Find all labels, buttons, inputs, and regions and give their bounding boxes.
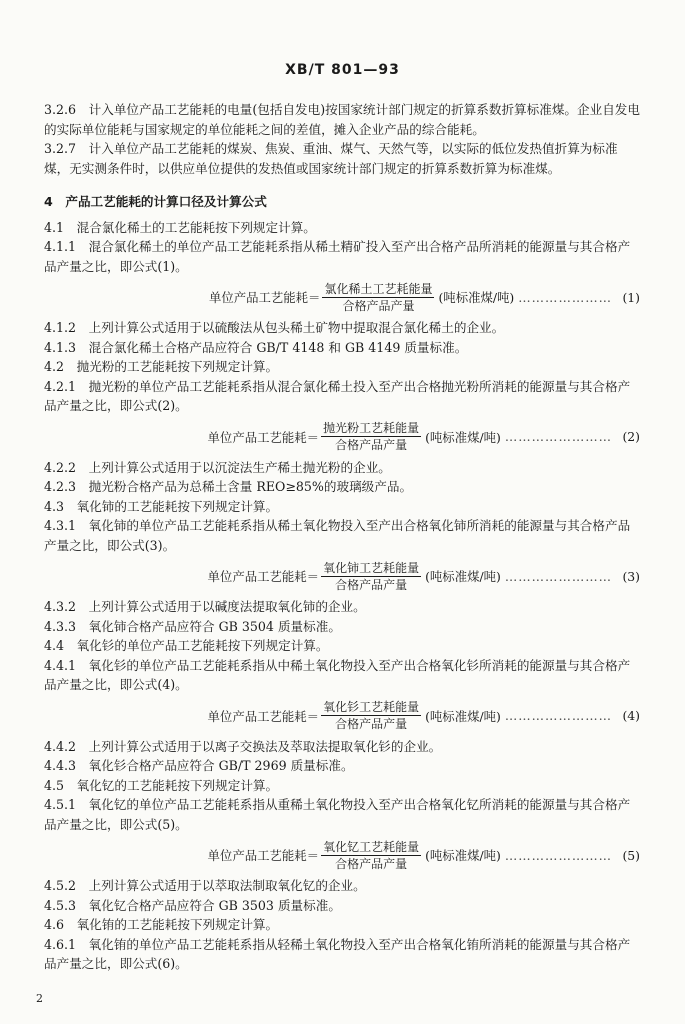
formula-2-unit: (吨标准煤/吨) [425,429,501,445]
formula-5-number: (5) [622,847,640,863]
clause-4-4-3: 4.4.3 氧化钐合格产品应符合 GB/T 2969 质量标准。 [44,758,354,773]
clause-4-1: 4.1 混合氯化稀土的工艺能耗按下列规定计算。 [44,219,316,235]
formula-2 [44,418,640,456]
formula-4-denominator: 合格产品产量 [335,717,408,731]
clause-4-3-1: 4.3.1 氧化铈的单位产品工艺能耗系指从稀土氧化物投入至产出合格氧化铈所消耗的能源量与其合格产品产量之比，即公式(3)。 [44,518,631,553]
page-number: 2 [36,992,43,1005]
formula-2-number: (2) [622,429,640,444]
formula-2-left: 单位产品工艺能耗＝ [207,429,320,445]
formula-2-denominator: 合格产品产量 [335,438,408,452]
section-4-heading: 4 产品工艺能耗的计算口径及计算公式 [44,194,267,209]
formula-4-number: (4) [622,708,640,723]
formula-1-fraction [322,282,434,313]
clause-3-2-7: 3.2.7 计入单位产品工艺能耗的煤炭、焦炭、重油、煤气、天然气等，以实际的低位发热值折算为标准煤，无实测条件时，以供应单位提供的发热值或国家统计部门规定的折算系数折算为标准煤。 [44,141,618,176]
formula-3 [44,557,640,595]
formula-5-fraction [321,840,421,871]
formula-5-numerator: 氧化钇工艺耗能量 [323,839,420,854]
formula-3-numerator: 氧化铈工艺耗能量 [323,560,420,575]
clause-4-2-1: 4.2.1 抛光粉的单位产品工艺能耗系指从混合氯化稀土投入至产出合格抛光粉所消耗的能源量与其合格产品产量之比，即公式(2)。 [44,378,631,413]
clause-4-5: 4.5 氧化钇的工艺能耗按下列规定计算。 [44,777,279,793]
formula-4 [44,697,640,735]
clause-3-2-6: 3.2.6 计入单位产品工艺能耗的电量(包括自发电)按国家统计部门规定的折算系数折算标准煤。企业自发电的实际单位能耗与国家规定的单位能耗之间的差值，摊入企业产品的综合能耗。 [44,102,640,137]
formula-4-left: 单位产品工艺能耗＝ [207,708,320,724]
formula-2-fraction [321,421,421,452]
clause-4-4: 4.4 氧化钐的单位产品工艺能耗按下列规定计算。 [44,638,329,653]
formula-5-leader: …………………… [504,847,612,863]
formula-2-leader: …………………… [504,429,612,444]
clause-4-5-3: 4.5.3 氧化钇合格产品应符合 GB 3503 质量标准。 [44,897,341,913]
clause-4-1-1: 4.1.1 混合氯化稀土的单位产品工艺能耗系指从稀土精矿投入至产出合格产品所消耗的能源量与其合格产品产量之比，即公式(1)。 [44,239,631,274]
formula-5 [44,836,640,874]
formula-3-fraction [321,561,421,592]
formula-1-number: (1) [622,289,640,305]
formula-3-unit: (吨标准煤/吨) [425,569,501,584]
clause-4-2: 4.2 抛光粉的工艺能耗按下列规定计算。 [44,359,279,374]
formula-1-leader: ………………… [518,289,612,305]
formula-5-unit: (吨标准煤/吨) [425,848,501,863]
formula-1-denominator: 合格产品产量 [342,298,415,313]
document-body [44,100,640,974]
clause-4-1-2: 4.1.2 上列计算公式适用于以硫酸法从包头稀土矿物中提取混合氯化稀土的企业。 [44,320,505,335]
clause-4-1-3: 4.1.3 混合氯化稀土合格产品应符合 GB/T 4148 和 GB 4149 质量标准。 [44,339,468,355]
clause-4-5-1: 4.5.1 氧化钇的单位产品工艺能耗系指从重稀土氧化物投入至产出合格氧化钇所消耗的能源量与其合格产品产量之比，即公式(5)。 [44,797,631,832]
formula-4-leader: …………………… [504,708,612,723]
formula-3-denominator: 合格产品产量 [335,577,408,592]
clause-4-2-2: 4.2.2 上列计算公式适用于以沉淀法生产稀土抛光粉的企业。 [44,459,391,475]
clause-4-4-2: 4.4.2 上列计算公式适用于以离子交换法及萃取法提取氧化钐的企业。 [44,738,442,754]
formula-4-fraction [321,700,421,731]
formula-3-left: 单位产品工艺能耗＝ [207,569,320,584]
formula-1-left: 单位产品工艺能耗＝ [208,290,321,305]
clause-4-2-3: 4.2.3 抛光粉合格产品为总稀土含量 REO≥85%的玻璃级产品。 [44,479,413,494]
clause-4-5-2: 4.5.2 上列计算公式适用于以萃取法制取氧化钇的企业。 [44,878,366,893]
clause-4-6: 4.6 氧化铕的工艺能耗按下列规定计算。 [44,917,279,932]
formula-3-leader: …………………… [504,568,612,584]
clause-4-3-2: 4.3.2 上列计算公式适用于以碱度法提取氧化铈的企业。 [44,599,366,614]
clause-4-6-1: 4.6.1 氧化铕的单位产品工艺能耗系指从轻稀土氧化物投入至产出合格氧化铕所消耗的能源量与其合格产品产量之比，即公式(6)。 [44,936,631,971]
clause-4-4-1: 4.4.1 氧化钐的单位产品工艺能耗系指从中稀土氧化物投入至产出合格氧化钐所消耗的能源量与其合格产品产量之比，即公式(4)。 [44,657,631,692]
formula-5-denominator: 合格产品产量 [335,856,408,871]
clause-4-3-3: 4.3.3 氧化铈合格产品应符合 GB 3504 质量标准。 [44,618,341,634]
formula-4-unit: (吨标准煤/吨) [425,708,501,724]
formula-5-left: 单位产品工艺能耗＝ [207,848,320,863]
document-header: XB/T 801—93 [285,62,400,78]
clause-4-3: 4.3 氧化铈的工艺能耗按下列规定计算。 [44,498,279,514]
formula-4-numerator: 氧化钐工艺耗能量 [323,700,420,714]
formula-2-numerator: 抛光粉工艺耗能量 [323,421,420,435]
formula-1-numerator: 氯化稀土工艺耗能量 [324,281,433,296]
formula-3-number: (3) [622,568,640,584]
formula-1 [44,278,640,316]
formula-1-unit: (吨标准煤/吨) [438,290,515,305]
